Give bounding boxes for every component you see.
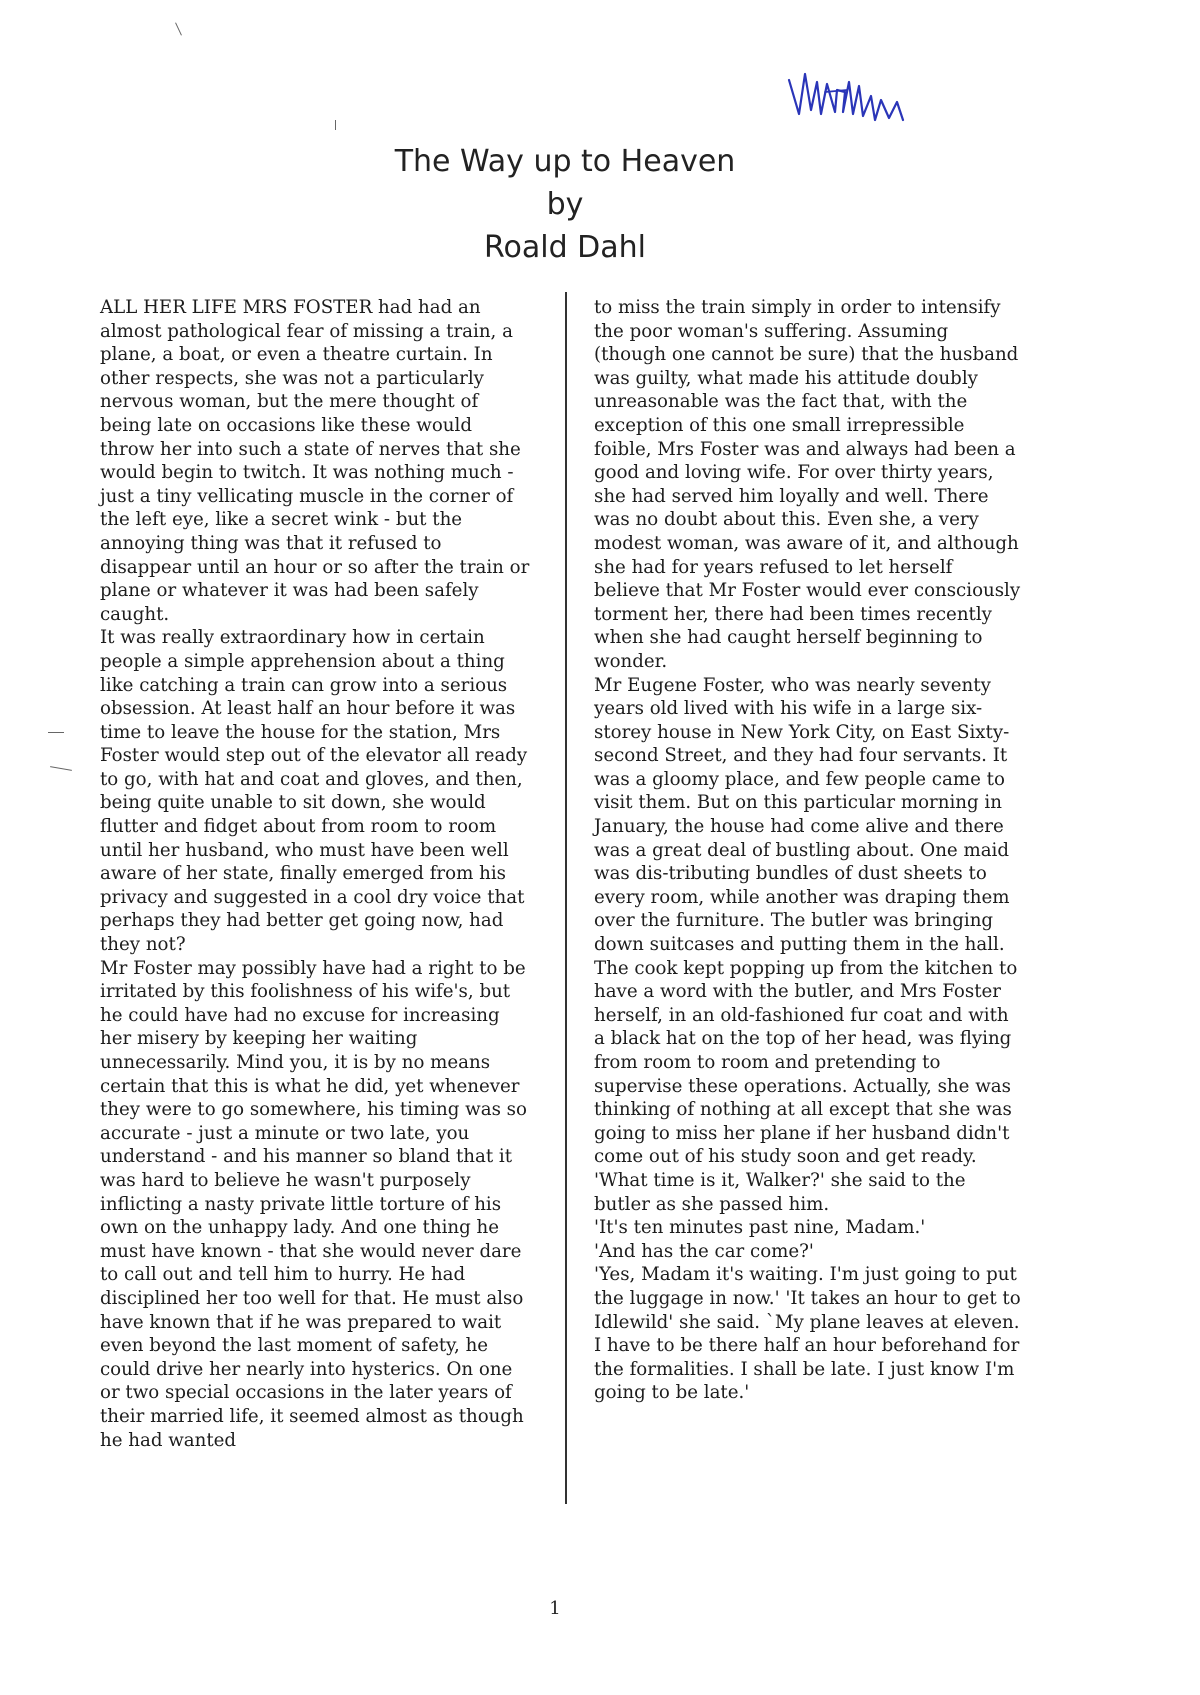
left-text-column bbox=[100, 296, 530, 1452]
scan-artifact bbox=[50, 766, 72, 771]
paragraph: Mr Foster may possibly have had a right to be irritated by this foolishness of his wife's, but he could have had no excuse for increasing her misery by keeping her waiting unnecessarily. Mind you, it is by no means certain that this is what he did, yet whenever they were to go somewhere, his timing was so accurate - just a minute or two late, you understand - and his manner so bland that it was hard to believe he wasn't purposely inflicting a nasty private little torture of his own on the unhappy lady. And one thing he must have known - that she would never dare to call out and tell him to hurry. He had disciplined her too well for that. He must also have known that if he was prepared to wait even beyond the last moment of safety, he could drive her nearly into hysterics. On one or two special occasions in the later years of their married life, it seemed almost as though he had wanted bbox=[100, 957, 527, 1451]
paragraph: 'What time is it, Walker?' she said to the butler as she passed him. bbox=[594, 1169, 966, 1215]
paragraph: It was really extraordinary how in certain people a simple apprehension about a thing like catching a train can grow into a serious obsession. At least half an hour before it was time to leave the house for the station, Mrs Foster would step out of the elevator all ready to go, with hat and coat and gloves, and then, being quite unable to sit down, she would flutter and fidget about from room to room until her husband, who must have been well aware of her state, finally emerged from his privacy and suggested in a cool dry voice that perhaps they had better get going now, had they not? bbox=[100, 627, 528, 956]
author-name: Roald Dahl bbox=[484, 230, 646, 265]
title-block bbox=[300, 140, 830, 269]
paragraph: 'It's ten minutes past nine, Madam.' bbox=[594, 1217, 926, 1239]
document-title: The Way up to Heaven bbox=[394, 144, 736, 179]
column-divider bbox=[565, 292, 567, 1504]
scan-artifact bbox=[335, 120, 336, 130]
right-text-column bbox=[594, 296, 1022, 1405]
paragraph: Mr Eugene Foster, who was nearly seventy years old lived with his wife in a large six-storey house in New York City, on East Sixty-second Street, and they had four servants. It was a gloomy place, and few people came to visit them. But on this particular morning in January, the house had come alive and there was a great deal of bustling about. One maid was dis-tributing bundles of dust sheets to every room, while another was draping them over the furniture. The butler was bringing down suitcases and putting them in the hall. The cook kept popping up from the kitchen to have a word with the butler, and Mrs Foster herself, in an old-fashioned fur coat and with a black hat on the top of her head, was flying from room to room and pretending to supervise these operations. Actually, she was thinking of nothing at all except that she was going to miss her plane if her husband didn't come out of his study soon and get ready. bbox=[594, 674, 1018, 1168]
paragraph: to miss the train simply in order to intensify the poor woman's suffering. Assuming (though one cannot be sure) that the husband was guilty, what made his attitude doubly unreasonable was the fact that, with the exception of this one small irrepressible foible, Mrs Foster was and always had been a good and loving wife. For over thirty years, she had served him loyally and well. There was no doubt about this. Even she, a very modest woman, was aware of it, and although she had for years refused to let herself believe that Mr Foster would ever consciously torment her, there had been times recently when she had caught herself beginning to wonder. bbox=[594, 297, 1021, 672]
paragraph: ALL HER LIFE MRS FOSTER had had an almost pathological fear of missing a train, a plane, a boat, or even a theatre curtain. In other respects, she was not a particularly nervous woman, but the mere thought of being late on occasions like these would throw her into such a state of nerves that she would begin to twitch. It was nothing much - just a tiny vellicating muscle in the corner of the left eye, like a secret wink - but the annoying thing was that it refused to disappear until an hour or so after the train or plane or whatever it was had been safely caught. bbox=[100, 297, 530, 625]
paragraph: 'Yes, Madam it's waiting. I'm just going to put the luggage in now.' 'It takes an hour to get to Idlewild' she said. `My plane leaves at eleven. I have to be there half an hour beforehand for the formalities. I shall be late. I just know I'm going to be late.' bbox=[594, 1264, 1021, 1404]
paragraph: 'And has the car come?' bbox=[594, 1240, 814, 1262]
page-number: 1 bbox=[549, 1598, 561, 1619]
scan-artifact bbox=[175, 22, 182, 35]
byline-by: by bbox=[546, 187, 584, 222]
handwritten-signature bbox=[785, 62, 915, 132]
scan-artifact bbox=[48, 732, 64, 733]
